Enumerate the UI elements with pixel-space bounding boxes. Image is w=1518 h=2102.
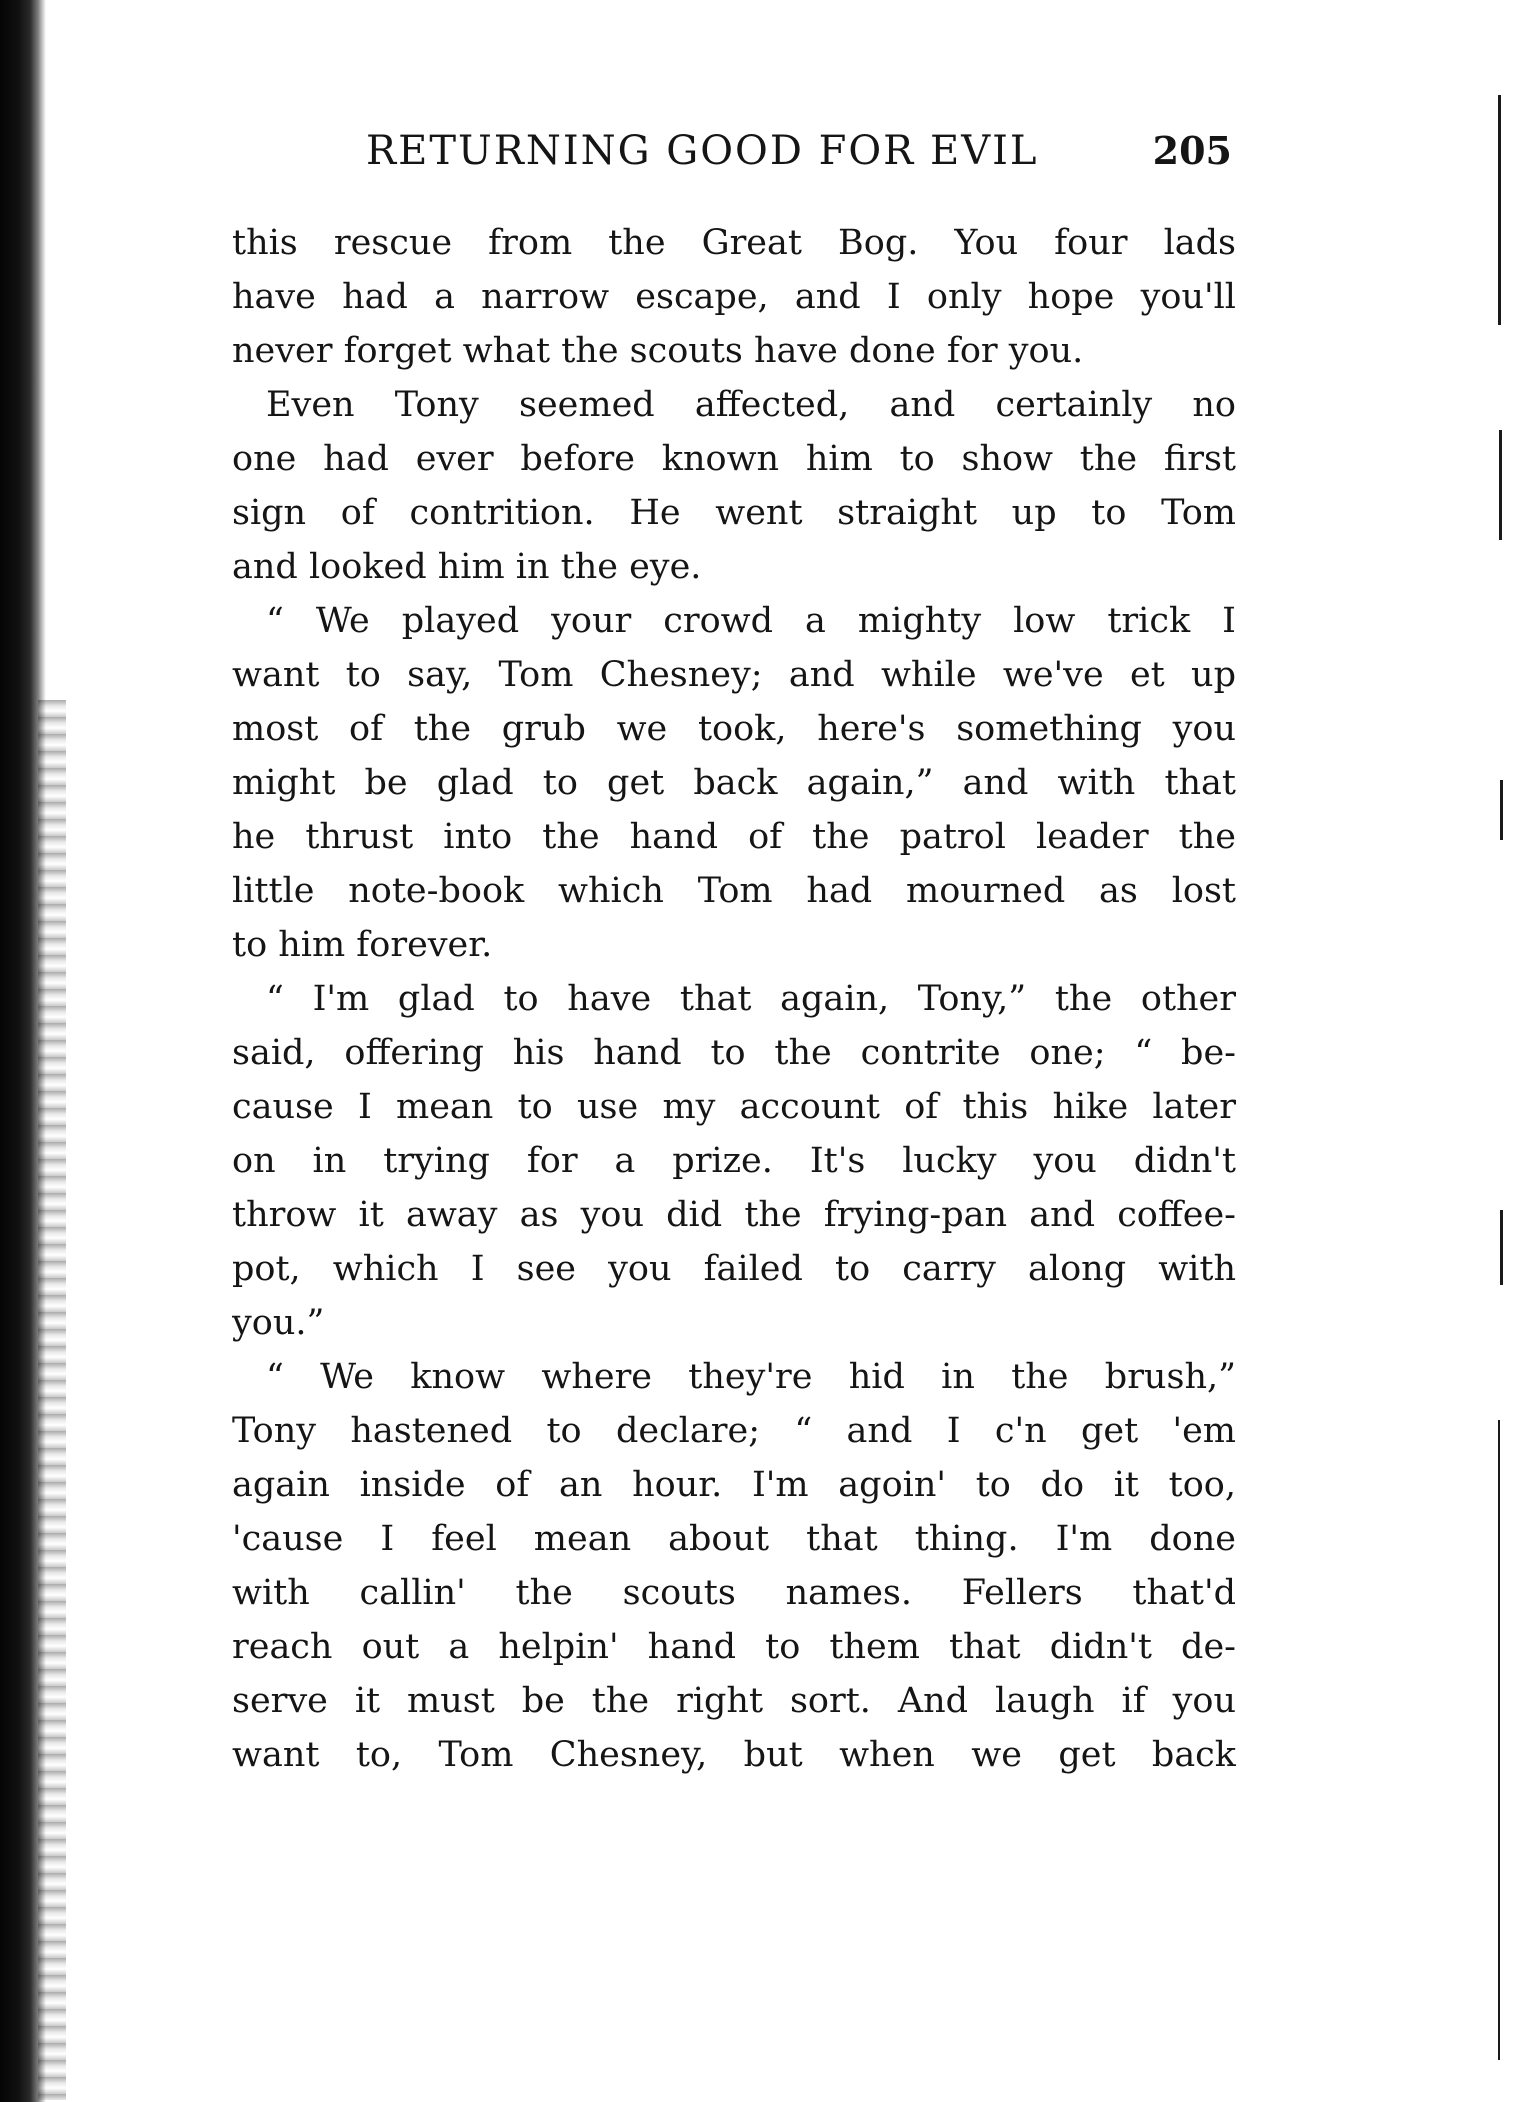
text-line: 'cause I feel mean about that thing. I'm done (232, 1519, 1236, 1559)
text-line: little note-book which Tom had mourned as lost (232, 871, 1236, 911)
text-line: pot, which I see you failed to carry along with (232, 1249, 1236, 1289)
page-number: 205 (1152, 128, 1232, 173)
scan-edge-mark (1499, 430, 1502, 540)
text-line: “ We played your crowd a mighty low trick I (266, 601, 1236, 641)
text-line: serve it must be the right sort. And laugh if you (232, 1681, 1236, 1721)
text-line: with callin' the scouts names. Fellers that'd (232, 1573, 1236, 1613)
text-line: reach out a helpin' hand to them that didn't de- (232, 1627, 1236, 1667)
text-line: one had ever before known him to show the first (232, 439, 1236, 479)
text-line: on in trying for a prize. It's lucky you didn't (232, 1141, 1236, 1181)
binding-shadow (38, 700, 66, 2100)
scan-edge-mark (1498, 95, 1501, 325)
text-line: sign of contrition. He went straight up to Tom (232, 493, 1236, 533)
text-line: you.” (232, 1303, 325, 1343)
text-line: never forget what the scouts have done for you. (232, 331, 1084, 371)
text-line: this rescue from the Great Bog. You four lads (232, 223, 1236, 263)
body-text (232, 216, 1236, 1782)
text-line: cause I mean to use my account of this hike later (232, 1087, 1236, 1127)
scan-edge-mark (1498, 1420, 1500, 2060)
text-line: to him forever. (232, 925, 493, 965)
scan-edge-mark (1500, 780, 1503, 840)
text-line: Tony hastened to declare; “ and I c'n get 'em (232, 1411, 1236, 1451)
text-line: have had a narrow escape, and I only hope you'll (232, 277, 1236, 317)
scan-edge-mark (1500, 1210, 1503, 1285)
text-line: and looked him in the eye. (232, 547, 702, 587)
text-line: want to say, Tom Chesney; and while we've et up (232, 655, 1236, 695)
text-line: might be glad to get back again,” and with that (232, 763, 1236, 803)
text-line: throw it away as you did the frying-pan and coffee- (232, 1195, 1236, 1235)
text-line: “ We know where they're hid in the brush,” (266, 1357, 1236, 1397)
text-line: said, offering his hand to the contrite one; “ be- (232, 1033, 1236, 1073)
text-line: “ I'm glad to have that again, Tony,” the other (266, 979, 1236, 1019)
text-line: again inside of an hour. I'm agoin' to do it too, (232, 1465, 1236, 1505)
text-line: most of the grub we took, here's something you (232, 709, 1236, 749)
text-line: want to, Tom Chesney, but when we get back (232, 1735, 1236, 1775)
text-line: he thrust into the hand of the patrol leader the (232, 817, 1236, 857)
text-line: Even Tony seemed affected, and certainly no (266, 385, 1236, 425)
page-header (366, 128, 1232, 188)
running-title: RETURNING GOOD FOR EVIL (366, 128, 1039, 174)
